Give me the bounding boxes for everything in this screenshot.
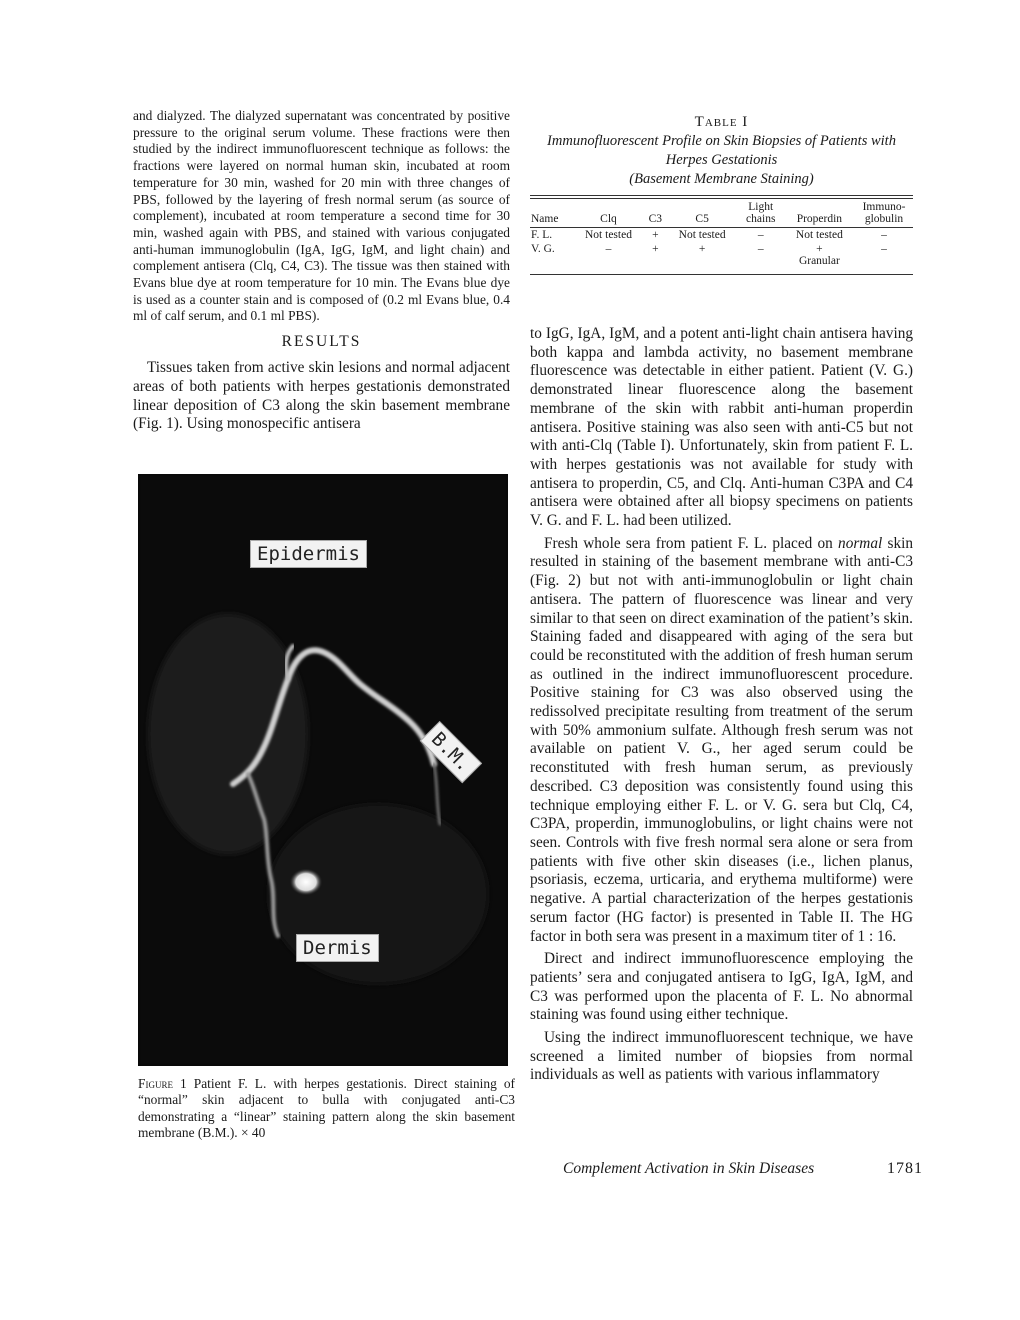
table-cell: – bbox=[605, 243, 612, 255]
epidermis-label: Epidermis bbox=[250, 540, 367, 568]
page-number: 1781 bbox=[887, 1160, 923, 1177]
table-row bbox=[530, 228, 913, 242]
left-column bbox=[133, 108, 510, 434]
table-header: C3 bbox=[648, 213, 663, 225]
table-cell: – bbox=[881, 229, 887, 241]
table-header: Light chains bbox=[746, 201, 776, 225]
dermis-label: Dermis bbox=[296, 934, 379, 962]
table-cell: Not tested bbox=[795, 229, 843, 241]
table-cell: – bbox=[757, 229, 764, 241]
granular-note: Granular bbox=[798, 255, 840, 267]
right-column bbox=[530, 325, 913, 1085]
table-1 bbox=[530, 113, 913, 275]
table-cell: V. G. bbox=[531, 243, 555, 255]
table-cell: Not tested bbox=[585, 229, 632, 241]
table-header: Name bbox=[531, 213, 559, 225]
text-run: Fresh whole sera from patient F. L. placed on bbox=[544, 534, 839, 552]
results-paragraph: Tissues taken from active skin lesions and normal adjacent areas of both patients with herpes gestationis demonstrated linear deposition of C3 along the skin basement membrane (Fig. 1). Using monospecific antisera bbox=[133, 359, 510, 433]
table-cell-value: + bbox=[816, 243, 823, 255]
table-cell bbox=[784, 242, 855, 268]
table-cell: – bbox=[881, 243, 887, 255]
table-header: Clq bbox=[600, 213, 617, 225]
table-note: (Basement Membrane Staining) bbox=[629, 171, 814, 187]
table-header: Immuno-globulin bbox=[862, 201, 906, 225]
emphasis-normal: normal bbox=[838, 534, 883, 552]
basement-membrane-label: B.M. bbox=[420, 721, 482, 783]
fresh-sera-paragraph bbox=[530, 535, 913, 946]
table-cell: F. L. bbox=[531, 229, 553, 241]
text-run: skin resulted in staining of the basement membrane with anti-C3 (Fig. 2) but not with anti-immunoglobulin or light chain antisera. The pattern of fluorescence was linear and very similar to that seen on direct examination of the patient’s skin. Staining faded and disappeared with aging of the sera but could be reconstituted with the addition of fresh human serum as outlined in the indirect immunofluorescent procedure. Positive staining for C3 was also observed using the redissolved precipitate resulting from treatment of the serum with 50% ammonium sulfate. Although fresh serum was not available on patient V. G., her aged serum could be reconstituted with fresh human serum, as previously described. C3 deposition was consistently found using this technique employing either F. L. or V. G. sera but Clq, C4, C3PA, properdin, immunoglobulins, or light chains were not seen. Controls with five fresh normal sera alone or sera from patients with five other skin diseases (i.e., lichen planus, psoriasis, eczema, urticaria, and erythema multiforme) were negative. A partial characterization of the herpes gestationis serum factor (HG factor) is presented in Table II. The HG factor in both sera was present in a maximum titer of 1 : 16. bbox=[530, 534, 913, 945]
page-footer bbox=[563, 1160, 923, 1178]
table-subtitle: Immunofluorescent Profile on Skin Biopsies of Patients with Herpes Gestationis bbox=[547, 133, 896, 168]
placenta-paragraph: Direct and indirect immunofluorescence employing the patients’ sera and conjugated antisera to IgG, IgA, IgM, and C3 was performed upon the placenta of F. L. No abnormal staining was found using either technique. bbox=[530, 950, 913, 1024]
methods-paragraph: and dialyzed. The dialyzed supernatant was concentrated by positive pressure to the original serum volume. These fractions were then studied by the indirect immunofluorescent technique as follows: the fractions were layered on normal human skin, incubated at room temperature for 30 min, washed for 20 min with three changes of PBS, followed by the layering of fresh normal serum (as source of complement), incubated at room temperature a second time for 30 min, washed again with PBS, and stained with various conjugated anti-human immunoglobulin (IgA, IgG, IgM, and light chain) and complement antisera (Clq, C4, C3). The tissue was then stained with Evans blue dye at room temperature for 10 min. The Evans blue dye is used as a counter stain and is composed of (0.2 ml Evans blue, 0.4 ml of calf serum, and 0.1 ml PBS). bbox=[133, 108, 510, 324]
table-bottom-rule bbox=[530, 274, 913, 275]
figure-caption-text: Patient F. L. with herpes gestationis. Direct staining of “normal” skin adjacent to bulla with conjugated anti-C3 demonstrating a “linear” staining pattern along the skin basement membrane (B.M.). × 40 bbox=[138, 1076, 515, 1141]
table-grid bbox=[530, 199, 913, 268]
table-cell: + bbox=[698, 243, 706, 255]
table-cell: + bbox=[652, 243, 659, 255]
table-header: Properdin bbox=[796, 213, 843, 225]
table-header: C5 bbox=[695, 213, 709, 225]
table-header-row bbox=[530, 199, 913, 227]
running-title: Complement Activation in Skin Diseases bbox=[563, 1160, 815, 1177]
figure-1-micrograph bbox=[138, 474, 508, 1066]
results-heading: RESULTS bbox=[281, 333, 362, 351]
figure-caption-label: Figure 1 bbox=[138, 1076, 187, 1091]
figure-caption bbox=[138, 1076, 515, 1142]
findings-paragraph: to IgG, IgA, IgM, and a potent anti-light chain antisera having both kappa and lambda activity, no basement membrane fluorescence was detectable in either patient. Patient (V. G.) demonstrated linear fluorescence along the basement membrane of the skin with rabbit anti-human properdin antisera. Positive staining was also seen with anti-C5 but not with anti-Clq (Table I). Unfortunately, skin from patient F. L. with herpes gestationis was not available for study with antisera to properdin, C5, and Clq. Anti-human C3PA and C4 antisera were obtained after all biopsy specimens on patients V. G. and F. L. had been utilized. bbox=[530, 325, 913, 530]
table-cell: + bbox=[652, 229, 659, 241]
table-row bbox=[530, 242, 913, 268]
table-title: Table I bbox=[694, 114, 749, 130]
table-cell: – bbox=[757, 243, 764, 255]
screening-paragraph: Using the indirect immunofluorescent technique, we have screened a limited number of biopsies from normal individuals as well as patients with various inflammatory bbox=[530, 1029, 913, 1084]
table-cell: Not tested bbox=[678, 229, 726, 241]
